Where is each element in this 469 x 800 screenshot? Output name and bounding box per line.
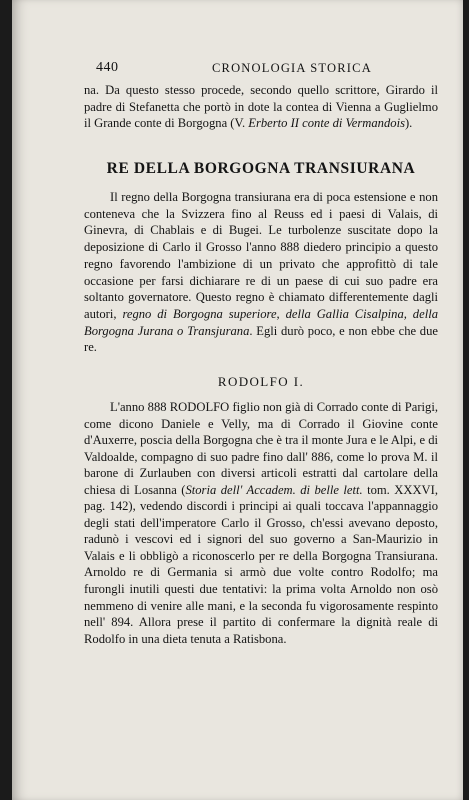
italic-names: regno di Borgogna superiore, della Gallia Cisalpina, della Borgogna Jurana o Transjurana <box>84 306 438 338</box>
text-run: na. Da questo stesso procede, secondo quello scrittore, Girardo il padre di Stefanetta che portò in dote la contea di Vienna a Guglielmo il Grande conte di Borgogna (V. <box>84 83 438 131</box>
paragraph-text <box>84 82 438 132</box>
running-title: CRONOLOGIA STORICA <box>212 61 372 75</box>
section-paragraph <box>84 189 438 356</box>
subsection-heading: RODOLFO I. <box>217 374 305 389</box>
text-run: L'anno 888 RODOLFO figlio non già di Corrado conte di Parigi, come dicono Daniele e Velly, ma di Corrado il Giovine conte d'Auxerre, poscia della Borgogna che è tra il monte Jura e le Alpi, e di Valdoalde, compagno di suo padre fino dall' 886, come lo prova M. il barone di Zurlauben con diversi articoli estratti dal cartolare della chiesa di Losanna ( <box>84 400 438 497</box>
section-heading: RE DELLA BORGOGNA TRANSIURANA <box>106 160 416 177</box>
subsection-paragraph <box>84 399 438 647</box>
paragraph-text <box>84 399 438 647</box>
page-header <box>96 60 450 78</box>
text-run: Il regno della Borgogna transiurana era di poca estensione e non conteneva che la Svizzera fino al Reuss ed i paesi di Valais, di Ginevra, di Chablais e di Bugei. Le turbolenze suscitate dopo la deposizione di Carlo il Grosso l'anno 888 diedero principio a questo regno favorendo l'ambizione di un privato che approfittò di tale occasione per farsi dichiarare re di un paese di cui suo padre era soltanto governatore. Questo regno è chiamato differentemente dagli autori, <box>84 190 438 321</box>
text-run: . Egli durò poco, e non ebbe che due re. <box>84 323 438 355</box>
paragraph-text <box>84 189 438 356</box>
text-run: ). <box>404 116 413 131</box>
italic-reference: Erberto II conte di Vermandois <box>248 116 405 131</box>
page-number: 440 <box>96 60 119 75</box>
continuation-paragraph <box>84 82 438 132</box>
text-run: tom. XXXVI, pag. 142), vedendo discordi i principi ai quali toccava l'appannaggio degli stati dell'imperatore Carlo il Grosso, ch'essi avevano deposto, radunò i vescovi ed i signori del suo governo a San-Maurizio in Valais e li obbligò a riconoscerlo per re della Borgogna Transiurana. Arnoldo re di Germania si armò due volte contro Rodolfo; ma furongli inutili questi due tentativi: la prima volta Arnoldo non osò nemmeno di venire alle mani, e la seconda fu vigorosamente respinto nell' 894. Allora prese il partito di confermare la dignità reale di Rodolfo in una dieta tenuta a Ratisbona. <box>84 482 438 646</box>
italic-citation: Storia dell' Accadem. di belle lett. <box>185 482 363 497</box>
